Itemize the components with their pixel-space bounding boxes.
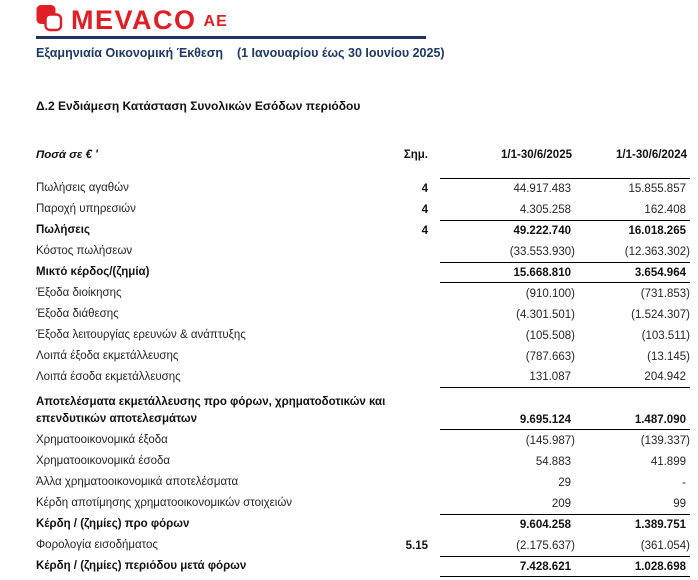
table-row bbox=[36, 514, 690, 535]
row-value-2024: (103.511) bbox=[641, 329, 690, 342]
row-label: Έξοδα διάθεσης bbox=[36, 308, 119, 320]
row-value-2025: 15.668.810 bbox=[513, 266, 571, 279]
row-value-2025: (33.553.930) bbox=[509, 245, 575, 258]
company-logo bbox=[36, 4, 698, 33]
row-values bbox=[440, 325, 690, 346]
row-label: Έξοδα λειτουργίας ερευνών & ανάπτυξης bbox=[36, 329, 246, 341]
row-label: Κέρδη / (ζημίες) προ φόρων bbox=[36, 518, 190, 530]
table-body bbox=[36, 178, 690, 577]
row-value-2025: (2.175.637) bbox=[516, 539, 575, 552]
row-value-2025: (787.663) bbox=[525, 350, 575, 363]
row-values bbox=[440, 451, 690, 472]
row-values bbox=[440, 493, 690, 514]
row-values bbox=[440, 430, 690, 451]
row-label: Έξοδα διοίκησης bbox=[36, 287, 122, 299]
row-values bbox=[440, 199, 690, 220]
mevaco-logo-icon bbox=[36, 4, 63, 33]
income-statement-table bbox=[36, 147, 690, 577]
row-value-2024: 16.018.265 bbox=[628, 225, 686, 237]
row-note-ref: 4 bbox=[421, 203, 428, 216]
row-value-2025: 9.695.124 bbox=[519, 414, 571, 426]
row-value-2025: 9.604.258 bbox=[519, 519, 571, 531]
row-note-ref: 4 bbox=[421, 224, 428, 237]
row-values bbox=[440, 220, 690, 241]
row-values bbox=[440, 262, 690, 283]
report-title: Εξαμηνιαία Οικονομική Έκθεση bbox=[36, 46, 223, 60]
table-row bbox=[36, 430, 690, 451]
row-label: Κέρδη αποτίμησης χρηματοοικονομικών στοιχειών bbox=[36, 497, 293, 509]
row-value-2025: 29 bbox=[558, 476, 571, 489]
row-value-2025: 54.883 bbox=[535, 455, 571, 468]
row-value-2024: 162.408 bbox=[644, 203, 686, 216]
row-value-2025: (145.987) bbox=[525, 434, 575, 447]
row-values bbox=[440, 472, 690, 493]
row-values bbox=[440, 283, 690, 304]
row-value-2025: 7.428.621 bbox=[519, 560, 571, 573]
table-row bbox=[36, 346, 690, 367]
row-label: Χρηματοοικονομικά έσοδα bbox=[36, 455, 171, 467]
row-value-2024: (12.363.302) bbox=[624, 245, 690, 258]
row-value-2024: (1.524.307) bbox=[631, 308, 690, 321]
row-value-2024: 1.389.751 bbox=[634, 519, 686, 531]
row-label: Κόστος πωλήσεων bbox=[36, 245, 133, 257]
row-values bbox=[440, 346, 690, 367]
table-row bbox=[36, 367, 690, 388]
row-value-2025: 4.305.258 bbox=[519, 203, 571, 216]
row-label-line: Αποτελέσματα εκμετάλλευσης προ φόρων, χρηματοδοτικών και bbox=[36, 396, 386, 408]
row-value-2024: (13.145) bbox=[647, 350, 690, 363]
table-row bbox=[36, 220, 690, 241]
row-value-2024: 204.942 bbox=[644, 371, 686, 383]
row-values bbox=[440, 514, 690, 535]
column-header-note: Σημ. bbox=[403, 149, 428, 161]
row-label: Λοιπά έσοδα εκμετάλλευσης bbox=[36, 371, 181, 383]
column-header-period-2024: 1/1-30/6/2024 bbox=[616, 149, 687, 161]
row-values bbox=[440, 535, 690, 556]
row-label: Φορολογία εισοδήματος bbox=[36, 539, 158, 551]
table-row bbox=[36, 472, 690, 493]
row-note-ref: 4 bbox=[421, 182, 428, 195]
header-divider bbox=[36, 36, 426, 39]
row-value-2024: - bbox=[682, 476, 686, 489]
report-subtitle bbox=[36, 45, 698, 61]
row-value-2025: (4.301.501) bbox=[516, 308, 575, 321]
row-value-2024: 3.654.964 bbox=[634, 266, 686, 279]
row-value-2025: (105.508) bbox=[525, 329, 575, 342]
logo-suffix: AE bbox=[203, 13, 228, 30]
row-value-2024: 1.028.698 bbox=[634, 560, 686, 573]
table-row bbox=[36, 493, 690, 514]
column-header-amounts: Ποσά σε € ' bbox=[36, 149, 98, 161]
row-value-2025: 209 bbox=[551, 497, 571, 510]
row-value-2024: (361.054) bbox=[640, 539, 690, 552]
column-header-period-2025: 1/1-30/6/2025 bbox=[501, 149, 572, 161]
row-value-2025: 131.087 bbox=[529, 371, 571, 383]
table-row bbox=[36, 262, 690, 283]
table-row bbox=[36, 325, 690, 346]
table-row bbox=[36, 199, 690, 220]
row-values bbox=[440, 388, 690, 430]
table-row bbox=[36, 451, 690, 472]
row-label: Κέρδη / (ζημίες) περιόδου μετά φόρων bbox=[36, 560, 247, 572]
row-label bbox=[36, 394, 388, 430]
row-value-2025: 49.222.740 bbox=[513, 225, 571, 237]
row-note-ref: 5.15 bbox=[405, 539, 428, 552]
row-label: Μικτό κέρδος/(ζημία) bbox=[36, 266, 150, 278]
row-label: Πωλήσεις αγαθών bbox=[36, 182, 129, 194]
row-values bbox=[440, 178, 690, 199]
table-row bbox=[36, 178, 690, 199]
row-value-2025: (910.100) bbox=[525, 287, 575, 300]
row-label: Χρηματοοικονομικά έξοδα bbox=[36, 434, 168, 446]
row-label: Λοιπά έξοδα εκμετάλλευσης bbox=[36, 350, 179, 362]
table-header-row bbox=[36, 147, 690, 163]
table-row bbox=[36, 535, 690, 556]
row-value-2025: 44.917.483 bbox=[513, 183, 571, 195]
row-label-line: επενδυτικών αποτελεσμάτων bbox=[36, 413, 198, 425]
table-row bbox=[36, 304, 690, 325]
table-row bbox=[36, 388, 690, 430]
row-value-2024: (139.337) bbox=[640, 434, 690, 447]
row-value-2024: 41.899 bbox=[650, 455, 686, 468]
row-label: Παροχή υπηρεσιών bbox=[36, 203, 136, 215]
row-values bbox=[440, 556, 690, 577]
section-title: Δ.2 Ενδιάμεση Κατάσταση Συνολικών Εσόδων περιόδου bbox=[36, 99, 361, 113]
row-values bbox=[440, 241, 690, 262]
report-period: (1 Ιανουαρίου έως 30 Ιουνίου 2025) bbox=[236, 46, 445, 60]
row-values bbox=[440, 304, 690, 325]
table-row bbox=[36, 241, 690, 262]
logo-text: MEVACO bbox=[71, 5, 197, 35]
table-row bbox=[36, 283, 690, 304]
row-label: Πωλήσεις bbox=[36, 224, 90, 236]
row-value-2024: 1.487.090 bbox=[634, 414, 686, 426]
table-row bbox=[36, 556, 690, 577]
row-value-2024: 15.855.857 bbox=[628, 183, 686, 195]
row-label: Άλλα χρηματοοικονομικά αποτελέσματα bbox=[36, 476, 239, 488]
row-values bbox=[440, 367, 690, 388]
row-value-2024: (731.853) bbox=[640, 287, 690, 300]
row-value-2024: 99 bbox=[673, 497, 686, 510]
